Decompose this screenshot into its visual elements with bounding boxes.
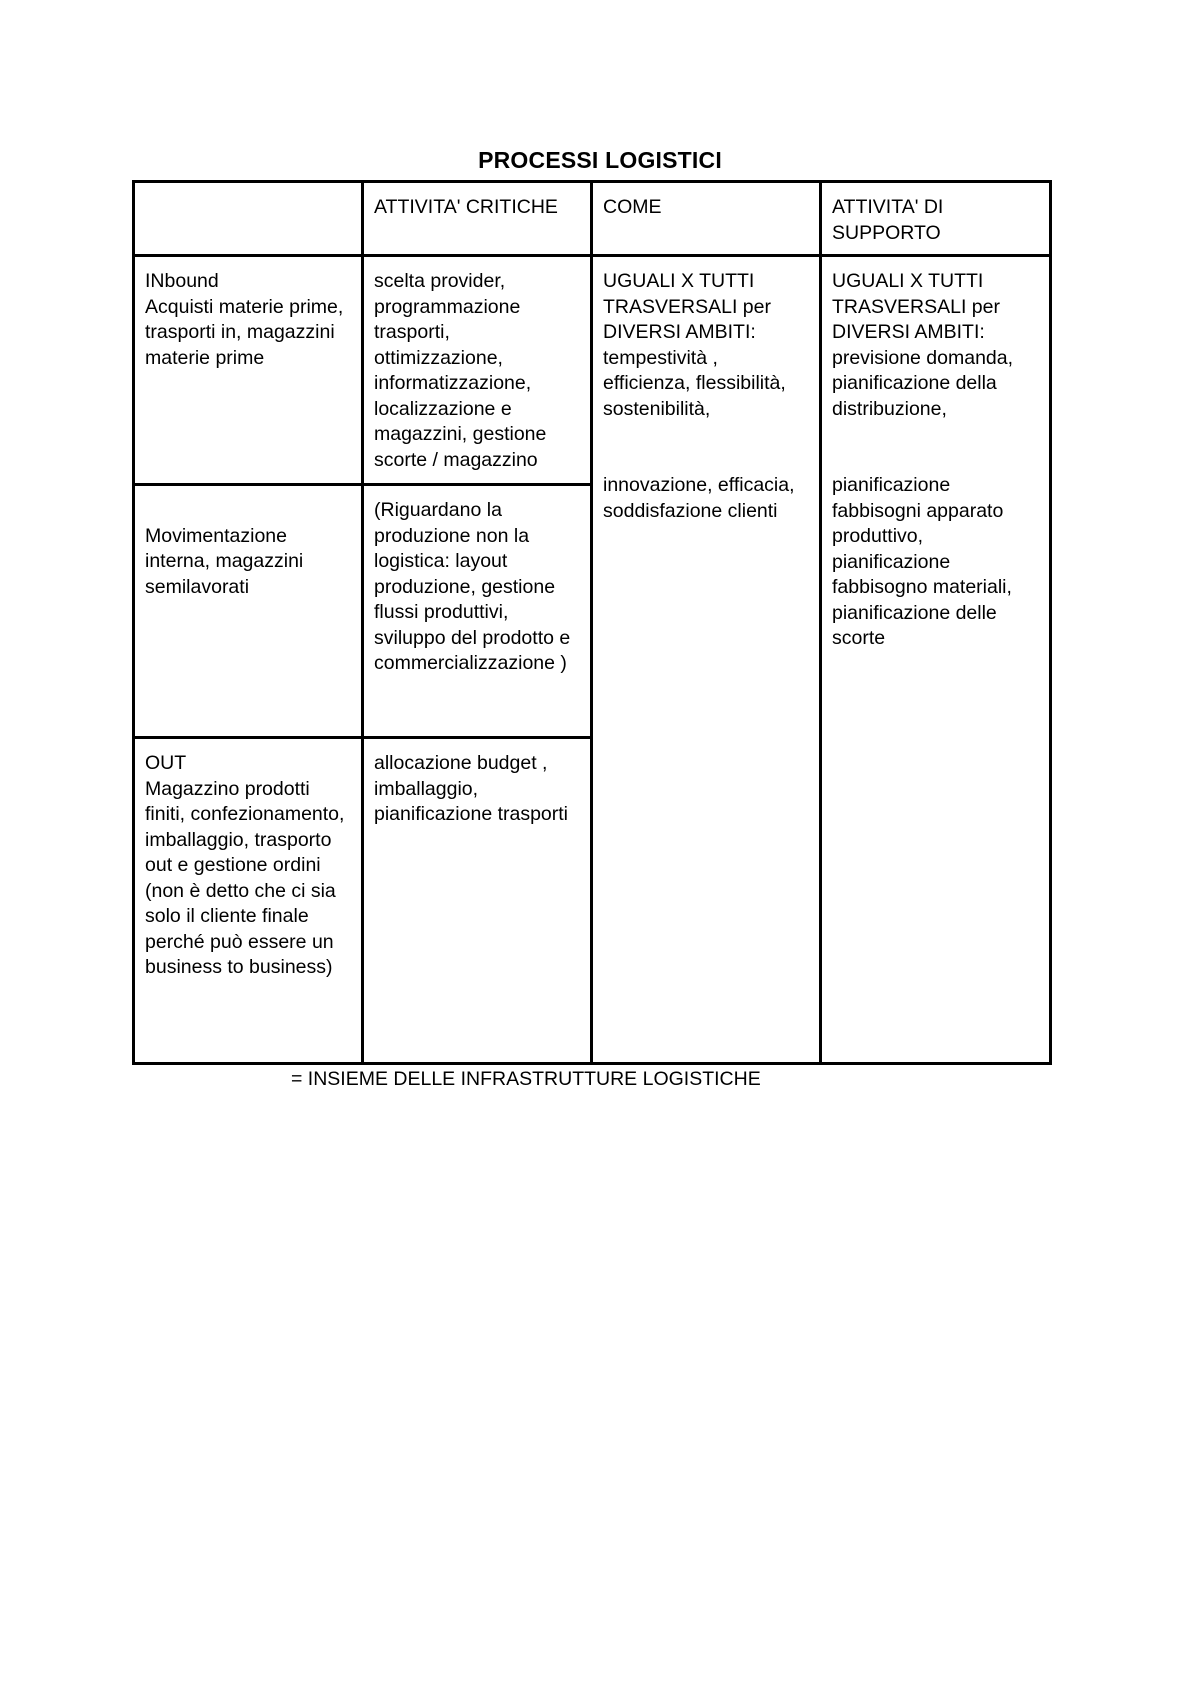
process-cell-outbound [134,738,363,1064]
process-cell-inbound [134,256,363,485]
header-support-activities: ATTIVITA' DI SUPPORTO [821,182,1051,256]
spacer [832,422,1040,473]
footnote: = INSIEME DELLE INFRASTRUTTURE LOGISTICHE [291,1068,761,1090]
support-part-1: UGUALI X TUTTI TRASVERSALI per DIVERSI AMBITI: previsione domanda, pianificazione della distribuzione, [832,270,1014,420]
process-name: OUT [145,752,187,774]
page-title: PROCESSI LOGISTICI [478,147,722,173]
come-cell [592,256,821,1064]
logistics-process-table [132,180,1052,1065]
header-cell-empty [134,182,363,256]
table-header-row [134,182,1051,256]
spacer [603,422,810,473]
process-cell-internal [134,485,363,738]
critical-activities-cell: scelta provider, programmazione trasporti, ottimizzazione, informatizzazione, localizzazione e magazzini, gestione scorte / magazzino [363,256,592,485]
process-name: INbound [145,270,219,292]
process-description: Acquisti materie prime, trasporti in, magazzini materie prime [145,295,344,369]
header-critical-activities: ATTIVITA' CRITICHE [363,182,592,256]
process-description: Movimentazione interna, magazzini semilavorati [145,524,304,598]
critical-activities-cell: (Riguardano la produzione non la logistica: layout produzione, gestione flussi produttivi, sviluppo del prodotto e commercializzazione ) [363,485,592,738]
critical-activities-cell: allocazione budget , imballaggio, pianificazione trasporti [363,738,592,1064]
process-name [145,498,352,524]
support-part-2: pianificazione fabbisogni apparato produttivo, pianificazione fabbisogno materiali, pianificazione delle scorte [832,474,1012,649]
header-come: COME [592,182,821,256]
come-part-2: innovazione, efficacia, soddisfazione clienti [603,474,795,522]
process-description: Magazzino prodotti finiti, confezionamento, imballaggio, trasporto out e gestione ordini (non è detto che ci sia solo il cliente finale perché può essere un business to business) [145,777,345,978]
come-part-1: UGUALI X TUTTI TRASVERSALI per DIVERSI AMBITI: tempestività , efficienza, flessibilità, sostenibilità, [603,270,786,420]
table-row-inbound [134,256,1051,485]
support-activities-cell [821,256,1051,1064]
